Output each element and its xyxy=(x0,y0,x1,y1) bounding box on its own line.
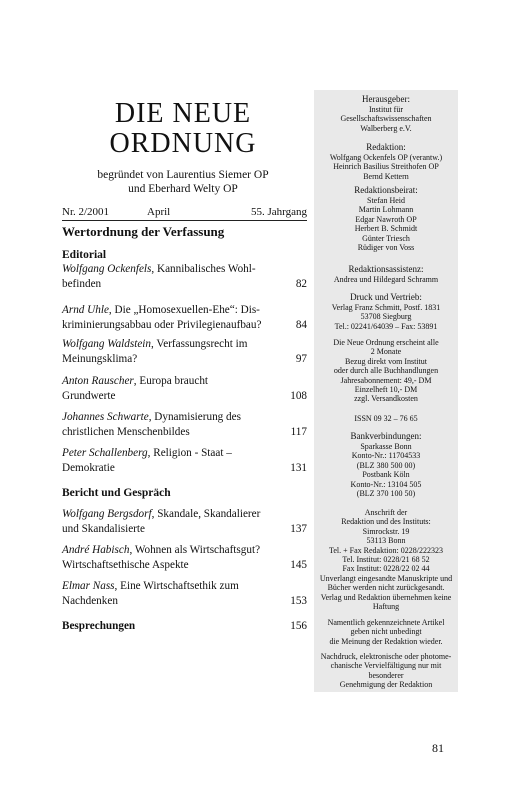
imprint-heading: Herausgeber: xyxy=(362,94,410,104)
toc-page: 108 xyxy=(290,389,307,402)
imprint-line: zzgl. Versandkosten xyxy=(354,394,418,404)
imprint-line: Institut für xyxy=(369,105,403,114)
imprint-line: Unverlangt eingesandte Manuskripte und xyxy=(319,573,453,583)
imprint-namentlich xyxy=(314,618,458,646)
toc-author: Johannes Schwarte xyxy=(62,411,149,423)
toc-entry[interactable] xyxy=(62,579,307,608)
toc-entry-besprechungen[interactable] xyxy=(62,619,307,634)
imprint-line: Tel. Institut: 0228/21 68 52 xyxy=(342,555,430,565)
toc-title-cont: christlichen Menschenbildes xyxy=(62,425,190,438)
toc-author: Elmar Nass xyxy=(62,580,115,592)
imprint-line: Sparkasse Bonn xyxy=(360,442,412,451)
issue-theme: Wertordnung der Verfassung xyxy=(62,224,225,239)
imprint-heading: Bankverbindungen: xyxy=(350,431,422,441)
toc-entry[interactable] xyxy=(62,410,307,439)
imprint-line: Günter Triesch xyxy=(362,233,410,243)
issue-month: April xyxy=(147,206,171,218)
imprint-line: Verlag Franz Schmitt, Postf. 1831 xyxy=(331,303,441,312)
imprint-line: Tel.: 02241/64039 – Fax: 53891 xyxy=(334,321,438,331)
imprint-line: Konto-Nr.: 13104 505 xyxy=(350,479,422,489)
issue-number: Nr. 2/2001 xyxy=(62,206,110,218)
toc-author: Wolfgang Waldstein xyxy=(62,338,151,350)
toc-author: André Habisch xyxy=(62,544,130,556)
imprint-line: Tel. + Fax Redaktion: 0228/222323 xyxy=(329,545,443,555)
imprint-line: Postbank Köln xyxy=(362,470,410,480)
toc-author: Anton Rauscher xyxy=(62,375,134,387)
imprint-line: 2 Monate xyxy=(370,347,402,357)
imprint-line: (BLZ 370 100 50) xyxy=(356,489,416,499)
imprint-line: Einzelheft 10,- DM xyxy=(354,385,418,395)
toc-page: 156 xyxy=(290,620,307,632)
toc-title-cont: Demokratie xyxy=(62,461,115,474)
imprint-line: Verlag und Redaktion übernehmen keine xyxy=(320,592,452,602)
imprint-line: Wolfgang Ockenfels OP (verantw.) xyxy=(329,153,443,162)
imprint-herausgeber xyxy=(314,94,458,133)
imprint-erscheint xyxy=(314,338,458,404)
toc-title: , Eine Wirtschaftsethik zum xyxy=(114,580,239,592)
page-number: 81 xyxy=(432,741,444,755)
issue-line xyxy=(62,205,307,221)
toc-title: , Religion - Staat – xyxy=(147,447,232,459)
toc-title: , Die „Homosexuellen-Ehe“: Dis- xyxy=(108,304,260,316)
toc-page: 145 xyxy=(290,558,307,571)
issue-volume: 55. Jahrgang xyxy=(250,206,307,218)
imprint-nachdruck xyxy=(314,652,458,690)
section-besprechungen: Besprechungen xyxy=(62,620,136,632)
founded-by xyxy=(58,168,308,196)
imprint-line: Bücher werden nicht zurückgesandt. xyxy=(327,583,445,593)
imprint-line: Heinrich Basilius Streithofen OP xyxy=(333,162,439,172)
imprint-heading: Druck und Vertrieb: xyxy=(350,292,422,302)
toc-title: , Dynamisierung des xyxy=(148,411,241,423)
toc-title-cont: Nachdenken xyxy=(62,594,118,607)
toc-title-cont: Meinungsklima? xyxy=(62,352,138,365)
imprint-line: (BLZ 380 500 00) xyxy=(356,460,416,470)
toc-title: , Wohnen als Wirtschaftsgut? xyxy=(129,544,261,556)
imprint-line: besonderer xyxy=(368,670,404,680)
toc-entry[interactable] xyxy=(62,543,307,572)
toc-page: 84 xyxy=(295,318,307,331)
imprint-line: 53708 Siegburg xyxy=(360,312,412,322)
imprint-redaktion xyxy=(314,142,458,181)
imprint-line: Edgar Nawroth OP xyxy=(355,214,417,224)
imprint-line: Herbert B. Schmidt xyxy=(354,224,418,234)
toc-entry[interactable] xyxy=(62,374,307,403)
founded-line1: begründet von Laurentius Siemer OP xyxy=(97,169,269,181)
toc-page: 117 xyxy=(290,425,307,438)
toc-entry[interactable] xyxy=(62,262,307,291)
imprint-heading: Redaktion: xyxy=(366,142,406,152)
imprint-line: geben nicht unbedingt xyxy=(350,627,422,637)
imprint-line: chanische Vervielfältigung nur mit xyxy=(330,661,442,671)
imprint-line: Genehmigung der Redaktion xyxy=(339,680,433,690)
imprint-line: Nachdruck, elektronische oder photome- xyxy=(320,652,452,661)
toc-page: 137 xyxy=(290,522,307,535)
toc-author: Wolfgang Ockenfels xyxy=(62,263,152,275)
imprint-line: Gesellschaftswissenschaften xyxy=(340,114,432,124)
imprint-line: oder durch alle Buchhandlungen xyxy=(333,366,439,376)
toc-entry[interactable] xyxy=(62,446,307,475)
imprint-line: ISSN 09 32 – 76 65 xyxy=(354,414,418,423)
toc-title: , Europa braucht xyxy=(133,375,209,387)
imprint-line: Andrea und Hildegard Schramm xyxy=(333,275,439,284)
founded-line2: und Eberhard Welty OP xyxy=(128,183,238,195)
imprint-line: Bezug direkt vom Institut xyxy=(345,356,427,366)
imprint-line: Bernd Kettern xyxy=(363,171,409,181)
imprint-sidebar xyxy=(314,90,458,692)
toc-title-cont: und Skandalisierte xyxy=(62,522,145,535)
imprint-line: Haftung xyxy=(372,602,400,612)
imprint-assistenz xyxy=(314,264,458,284)
imprint-line: Fax Institut: 0228/22 02 44 xyxy=(342,564,430,574)
section-editorial: Editorial xyxy=(62,249,107,261)
imprint-line: Simrockstr. 19 xyxy=(362,526,410,536)
imprint-anschrift xyxy=(314,508,458,611)
imprint-line: Die Neue Ordnung erscheint alle xyxy=(333,338,439,347)
toc-page: 131 xyxy=(290,461,307,474)
masthead-title-line2: ORDNUNG xyxy=(109,128,257,159)
masthead-title-line1: DIE NEUE xyxy=(114,98,252,129)
imprint-line: Redaktion und des Instituts: xyxy=(341,517,431,527)
imprint-line: Martin Lohmann xyxy=(358,205,414,215)
toc-entry[interactable] xyxy=(62,303,307,332)
toc-page: 82 xyxy=(295,277,307,290)
imprint-line: Rüdiger von Voss xyxy=(357,243,415,253)
imprint-issn xyxy=(314,414,458,423)
toc-title-cont: Wirtschaftsethische Aspekte xyxy=(62,558,189,571)
toc-entry[interactable] xyxy=(62,507,307,536)
imprint-beirat xyxy=(314,185,458,252)
toc-entry[interactable] xyxy=(62,337,307,366)
toc-title: , Kannibalisches Wohl- xyxy=(151,263,256,275)
toc-title-cont: Grundwerte xyxy=(62,389,116,402)
imprint-heading: Redaktionsbeirat: xyxy=(354,185,418,195)
toc-author: Wolfgang Bergsdorf xyxy=(62,508,152,520)
toc-page: 153 xyxy=(290,594,307,607)
toc-title: , Verfassungsrecht im xyxy=(151,338,248,350)
imprint-line: Jahresabonnement: 49,- DM xyxy=(340,375,432,385)
toc-title: , Skandale, Skandalierer xyxy=(151,508,261,520)
imprint-bank xyxy=(314,431,458,498)
imprint-druck xyxy=(314,292,458,331)
toc-title-cont: befinden xyxy=(62,277,102,290)
imprint-line: Konto-Nr.: 11704533 xyxy=(351,451,421,461)
toc-author: Arnd Uhle xyxy=(62,304,109,316)
imprint-line: Namentlich gekennzeichnete Artikel xyxy=(327,618,445,627)
section-bericht: Bericht und Gespräch xyxy=(62,487,171,499)
imprint-line: die Meinung der Redaktion wieder. xyxy=(329,636,443,646)
imprint-line: Walberberg e.V. xyxy=(360,123,412,133)
toc-title-cont: kriminierungsabbau oder Privilegienaufbau? xyxy=(62,318,262,331)
toc-author: Peter Schallenberg xyxy=(62,447,148,459)
imprint-line: 53113 Bonn xyxy=(366,536,406,546)
imprint-heading: Redaktionsassistenz: xyxy=(348,264,424,274)
imprint-line: Anschrift der xyxy=(364,508,408,517)
toc-page: 97 xyxy=(295,352,307,365)
imprint-line: Stefan Heid xyxy=(367,196,405,205)
